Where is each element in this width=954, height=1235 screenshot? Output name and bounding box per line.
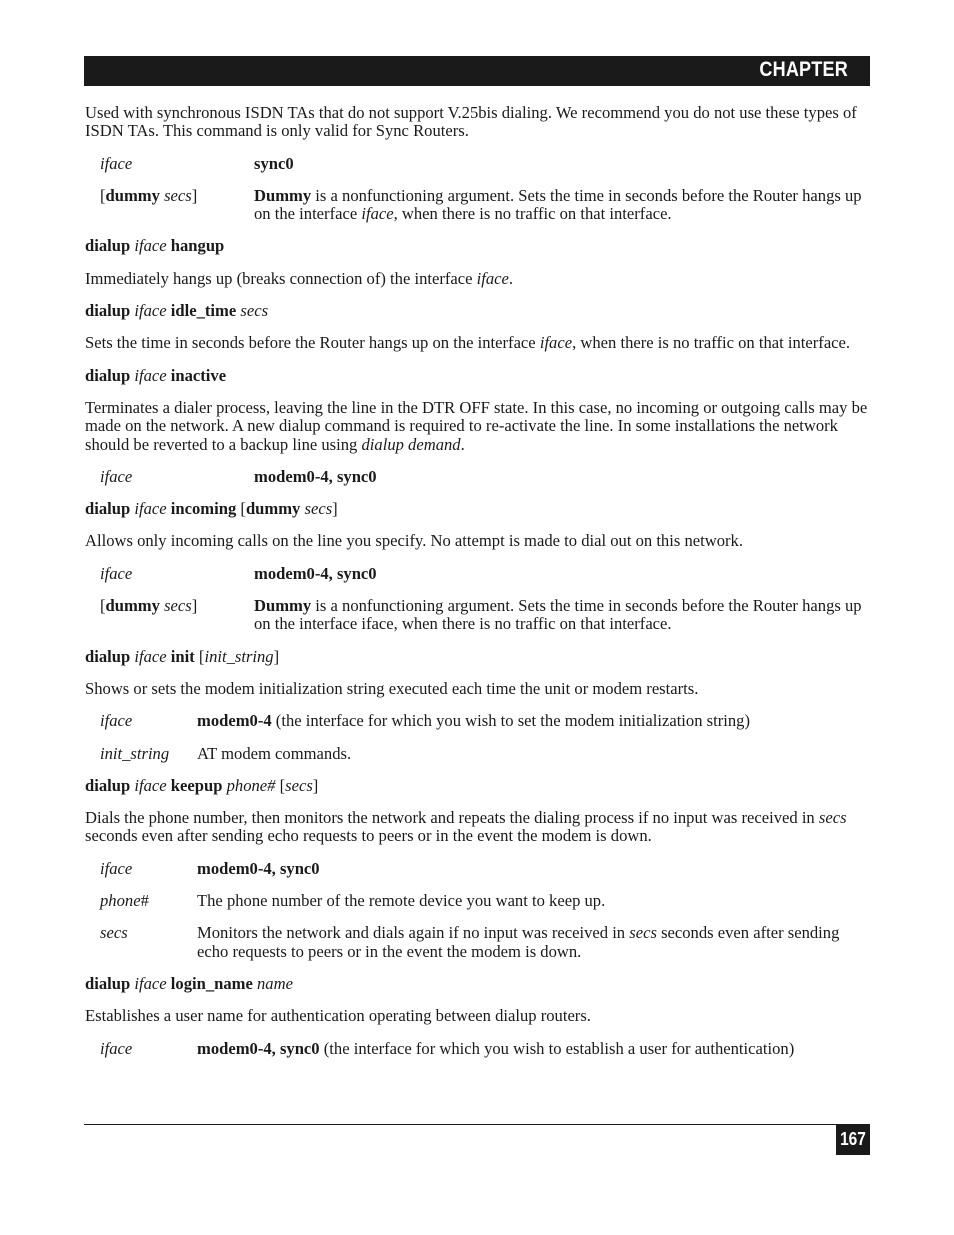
arg-row-dummy: [85, 597, 869, 634]
login-name-description: Establishes a user name for authentication operating between dialup routers.: [85, 1006, 591, 1026]
command-dialup-idle-time: dialup iface idle_time secs: [85, 301, 269, 321]
arg-row-secs: [85, 924, 869, 961]
arg-name: [dummy secs]: [100, 596, 198, 616]
arg-name: iface: [100, 1038, 133, 1058]
init-description: Shows or sets the modem initialization string executed each time the unit or modem restarts.: [85, 678, 699, 698]
arg-desc: Monitors the network and dials again if no input was received in secs seconds even after sending echo requests to peers or in the event the modem is down.: [197, 923, 840, 961]
inactive-description: Terminates a dialer process, leaving the line in the DTR OFF state. In this case, no incoming or outgoing calls may be made on the network. A new dialup command is required to re-activate the line. In some installations the network should be reverted to a backup line using dialup demand.: [85, 397, 868, 454]
idle-time-description: Sets the time in seconds before the Router hangs up on the interface iface, when there is no traffic on that interface.: [85, 333, 851, 353]
arg-name: iface: [100, 466, 133, 486]
hangup-description: Immediately hangs up (breaks connection of) the interface iface.: [85, 268, 514, 288]
command-dialup-keepup: dialup iface keepup phone# [secs]: [85, 775, 319, 795]
arg-row-iface: [85, 712, 869, 730]
arg-name: iface: [100, 153, 133, 173]
arg-name: iface: [100, 858, 133, 878]
arg-row-iface: [85, 565, 869, 583]
arg-row-iface: [85, 860, 869, 878]
intro-paragraph: Used with synchronous ISDN TAs that do not support V.25bis dialing. We recommend you do not use these types of ISDN TAs. This command is only valid for Sync Routers.: [85, 103, 857, 141]
arg-row-dummy: [85, 187, 869, 224]
arg-desc: modem0-4, sync0: [254, 466, 377, 486]
arg-desc: modem0-4, sync0: [254, 563, 377, 583]
arg-name: secs: [100, 923, 128, 943]
arg-row-iface: [85, 468, 869, 486]
arg-row-init-string: [85, 745, 869, 763]
keepup-description: Dials the phone number, then monitors the network and repeats the dialing process if no input was received in secs seconds even after sending echo requests to peers or in the event the modem is down.: [85, 808, 847, 846]
command-dialup-hangup: dialup iface hangup: [85, 236, 225, 256]
chapter-label: CHAPTER: [759, 58, 848, 81]
arg-desc: AT modem commands.: [197, 743, 352, 763]
chapter-header-bar: [84, 56, 870, 86]
arg-name: [dummy secs]: [100, 185, 198, 205]
command-dialup-incoming: dialup iface incoming [dummy secs]: [85, 499, 338, 519]
arg-desc: sync0: [254, 153, 294, 173]
command-dialup-login-name: dialup iface login_name name: [85, 973, 293, 993]
incoming-description: Allows only incoming calls on the line you specify. No attempt is made to dial out on this network.: [85, 531, 743, 551]
arg-desc: Dummy is a nonfunctioning argument. Sets the time in seconds before the Router hangs up on the interface iface, when there is no traffic on that interface.: [254, 185, 862, 224]
command-dialup-init: dialup iface init [init_string]: [85, 646, 280, 666]
command-dialup-inactive: dialup iface inactive: [85, 365, 227, 385]
arg-name: init_string: [100, 743, 170, 763]
page-number: 167: [840, 1129, 866, 1149]
arg-row-iface: [85, 155, 869, 173]
footer-rule: [84, 1124, 870, 1125]
arg-desc: The phone number of the remote device you want to keep up.: [197, 891, 606, 911]
arg-row-phone: [85, 892, 869, 910]
arg-name: iface: [100, 711, 133, 731]
arg-desc: modem0-4 (the interface for which you wish to set the modem initialization string): [197, 711, 750, 731]
arg-row-iface: [85, 1040, 869, 1058]
arg-desc: modem0-4, sync0: [197, 858, 320, 878]
page-content: [85, 104, 869, 1072]
arg-desc: modem0-4, sync0 (the interface for which you wish to establish a user for authentication): [197, 1038, 795, 1058]
arg-name: iface: [100, 563, 133, 583]
arg-desc: Dummy is a nonfunctioning argument. Sets the time in seconds before the Router hangs up on the interface iface, when there is no traffic on that interface.: [254, 596, 862, 634]
arg-name: phone#: [100, 891, 149, 911]
page-number-box: [836, 1124, 870, 1155]
